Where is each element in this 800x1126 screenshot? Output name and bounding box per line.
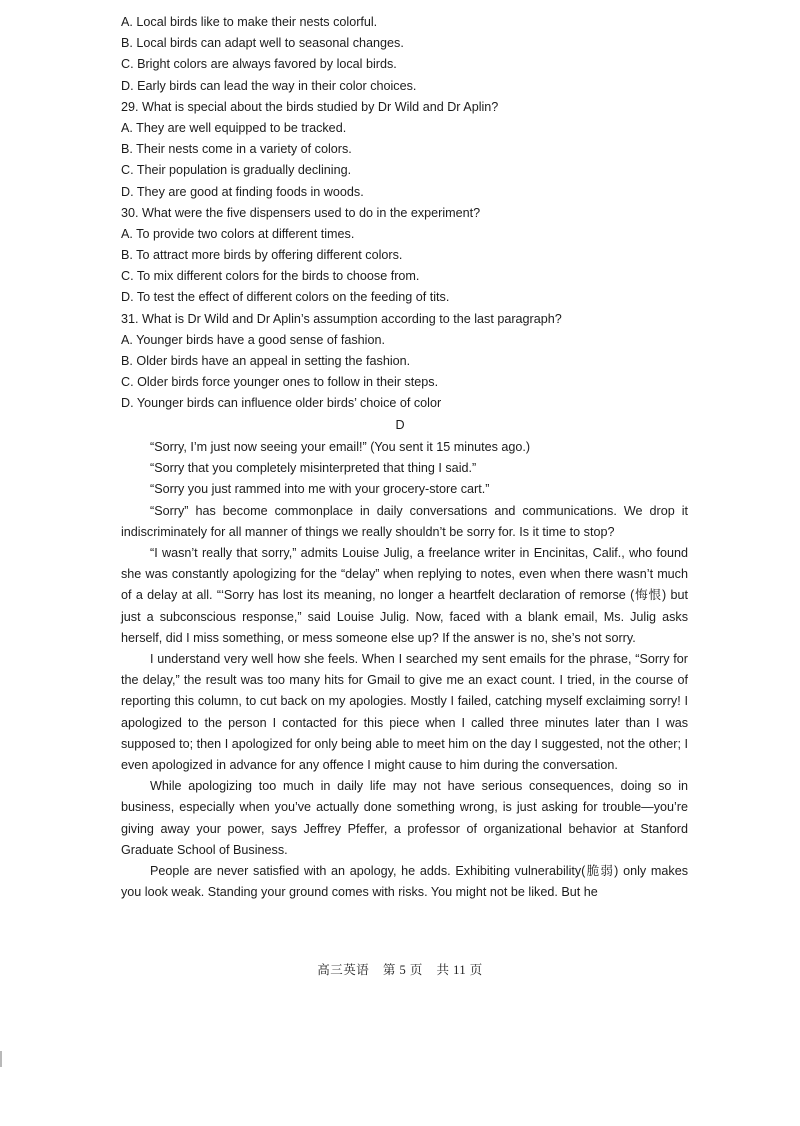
q29-option-d: D. They are good at finding foods in woods. [121,184,364,199]
passage-paragraph: “Sorry that you completely misinterpreted that thing I said.” [150,461,477,476]
passage-paragraph: “Sorry, I’m just now seeing your email!” (You sent it 15 minutes ago.) [150,440,531,454]
q29-stem: 29. What is special about the birds studied by Dr Wild and Dr Aplin? [121,99,499,114]
passage-paragraph: “Sorry” has become commonplace in daily conversations and communications. We drop it indiscriminately for all manner of things we really shouldn’t be sorry for. Is it time to stop? [121,503,688,539]
passage-heading: D [395,418,405,432]
question-block [121,12,701,415]
passage-paragraph: I understand very well how she feels. When I searched my sent emails for the phrase, “Sorry for the delay,” the result was too many hits for Gmail to give me an exact count. I tried, in the course of reporting this column, to cut back on my apologies. Mostly I failed, catching myself exclaiming sorry! I apologized to the person I contacted for this piece when I called three minutes later than I was supposed to; then I apologized for only being able to meet him on the day I suggested, not the other; I even apologized in advance for any offence I might cause to him during the conversation. [121,652,688,773]
q30-option-b: B. To attract more birds by offering different colors. [121,248,403,263]
q29-option-a: A. They are well equipped to be tracked. [121,120,347,135]
q28-option-b: B. Local birds can adapt well to seasonal changes. [121,36,404,51]
q30-option-d: D. To test the effect of different colors on the feeding of tits. [121,290,450,305]
footer-page-number: 第 5 页 [382,963,423,977]
q28-option-a: A. Local birds like to make their nests colorful. [121,15,378,29]
q30-stem: 30. What were the five dispensers used to do in the experiment? [121,205,481,220]
q29-option-c: C. Their population is gradually declining. [121,163,352,178]
q28-option-c: C. Bright colors are always favored by local birds. [121,57,397,72]
passage-d [121,437,688,903]
q31-option-d: D. Younger birds can influence older birds’ choice of color [121,396,442,411]
q30-option-c: C. To mix different colors for the birds to choose from. [121,269,420,284]
q31-option-b: B. Older birds have an appeal in setting the fashion. [121,354,411,368]
q30-option-a: A. To provide two colors at different times. [121,226,355,241]
scan-margin-mark [0,1051,2,1067]
footer-total-pages: 共 11 页 [436,963,483,977]
page-footer [0,960,800,978]
q29-option-b: B. Their nests come in a variety of colors. [121,142,352,157]
q28-option-d: D. Early birds can lead the way in their color choices. [121,78,417,93]
passage-paragraph: While apologizing too much in daily life may not have serious consequences, doing so in business, especially when you’ve actually done something wrong, is just asking for trouble—you’re giving away your power, says Jeffrey Pfeffer, a professor of organizational behavior at Stanford Graduate School of Business. [121,779,688,857]
passage-paragraph: People are never satisfied with an apology, he adds. Exhibiting vulnerability(脆弱) only makes you look weak. Standing your ground comes with risks. You might not be liked. But he [121,864,688,900]
passage-paragraph: “Sorry you just rammed into me with your grocery-store cart.” [150,482,490,497]
footer-subject: 高三英语 [317,963,370,977]
q31-option-c: C. Older birds force younger ones to follow in their steps. [121,375,439,390]
passage-paragraph: “I wasn’t really that sorry,” admits Louise Julig, a freelance writer in Encinitas, Calif., who found she was constantly apologizing for the “delay” when replying to notes, even when there wasn’t much of a delay at all. “‘Sorry has lost its meaning, no longer a heartfelt declaration of remorse (悔恨) but just a subconscious response,” said Louise Julig. Now, faced with a blank email, Ms. Julig asks herself, did I miss something, or mess someone else up? If the answer is no, she’s not sorry. [121,546,688,645]
q31-option-a: A. Younger birds have a good sense of fashion. [121,332,385,347]
q31-stem: 31. What is Dr Wild and Dr Aplin’s assumption according to the last paragraph? [121,311,562,326]
